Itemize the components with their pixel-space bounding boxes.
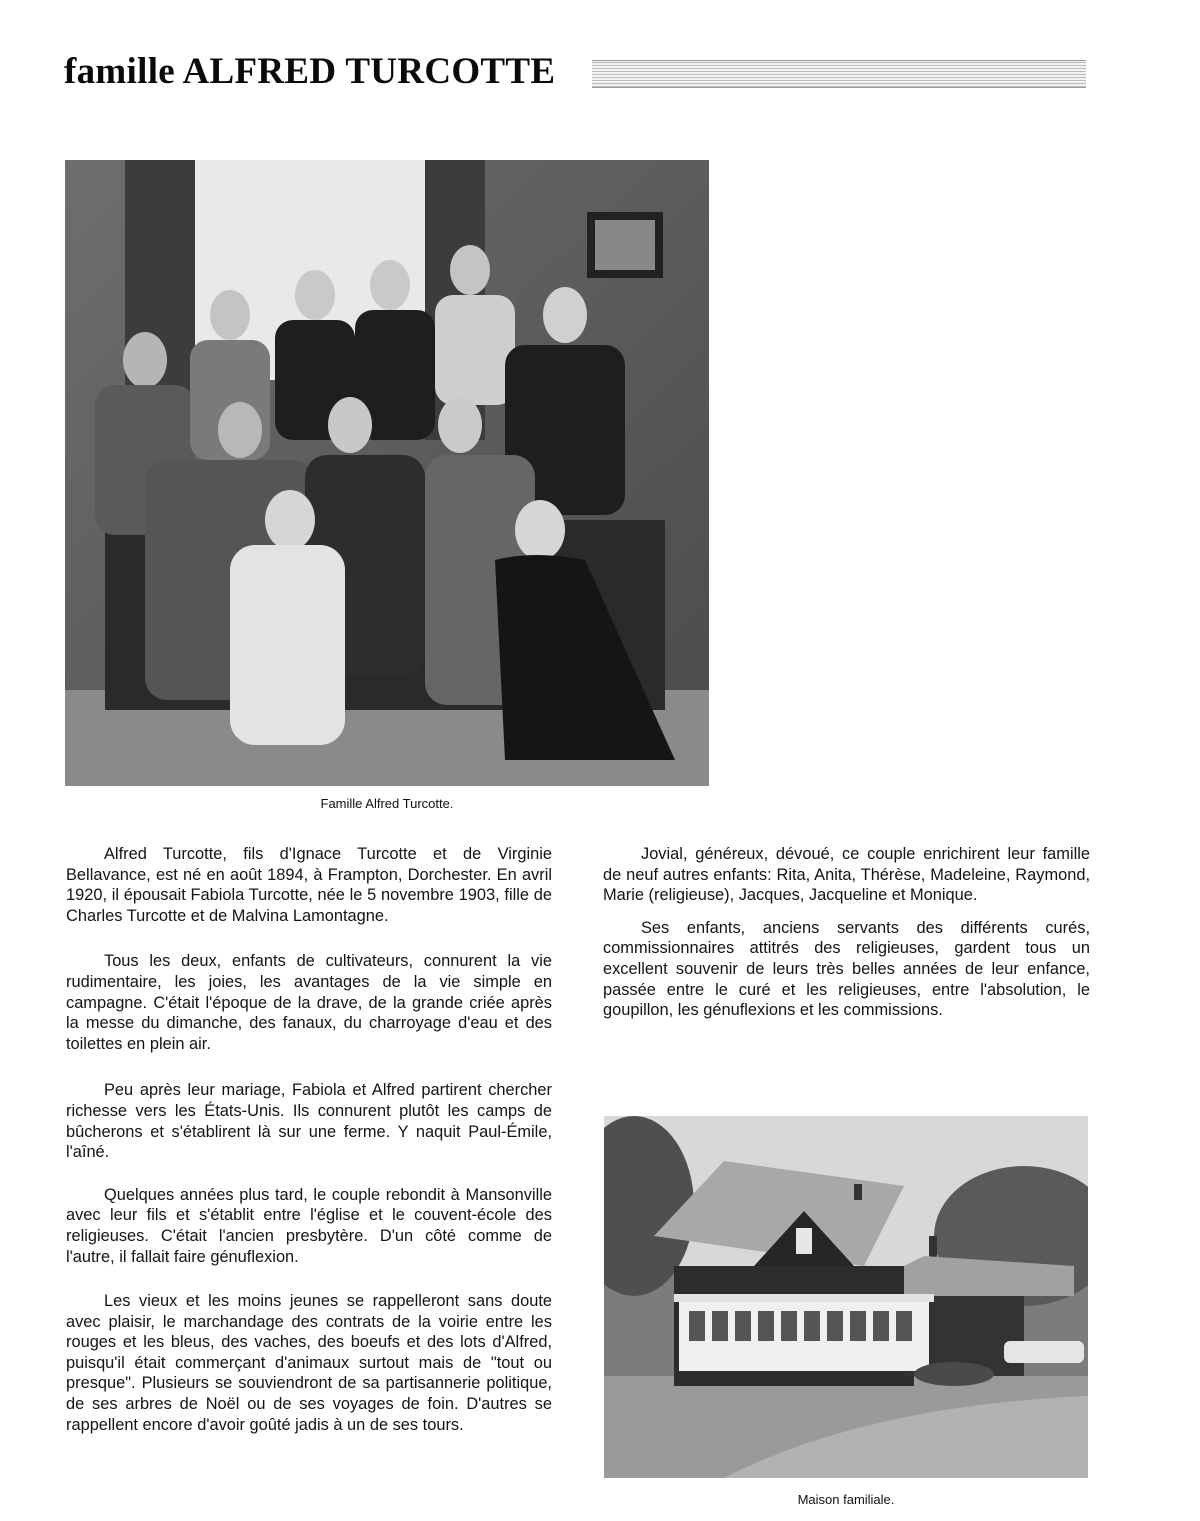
page-title: famille ALFRED TURCOTTE	[64, 51, 556, 92]
paragraph: Alfred Turcotte, fils d'Ignace Turcotte et de Virginie Bellavance, est né en août 1894, à Frampton, Dorchester. En avril 1920, il épousait Fabiola Turcotte, née le 5 novembre 1903, fille de Charles Turcotte et de Malvina Lamontagne.	[66, 845, 552, 925]
house-photo	[604, 1116, 1088, 1478]
house-photo-caption: Maison familiale.	[797, 1492, 895, 1507]
title-rule-decoration	[592, 60, 1086, 88]
paragraph: Tous les deux, enfants de cultivateurs, connurent la vie rudimentaire, les joies, les avantages de la vie simple en campagne. C'était l'époque de la drave, de la grande criée après la messe du dimanche, des fanaux, du charroyage d'eau et des toilettes en plein air.	[66, 952, 552, 1053]
paragraph: Ses enfants, anciens servants des différents curés, commissionnaires attitrés des religieuses, gardent tous un excellent souvenir de leurs très belles années de leur enfance, passée entre le curé et les religieuses, entre l'absolution, le goupillon, les génuflexions et les commissions.	[603, 918, 1090, 1020]
family-photo-caption: Famille Alfred Turcotte.	[320, 796, 454, 811]
paragraph: Quelques années plus tard, le couple rebondit à Mansonville avec leur fils et s'établit entre l'église et le couvent-école des religieuses. C'était l'ancien presbytère. D'un côté comme de l'autre, il fallait faire génuflexion.	[66, 1185, 552, 1266]
paragraph: Jovial, généreux, dévoué, ce couple enrichirent leur famille de neuf autres enfants: Rita, Anita, Thérèse, Madeleine, Raymond, Marie (religieuse), Jacques, Jacqueline et Monique.	[603, 845, 1090, 905]
paragraph: Peu après leur mariage, Fabiola et Alfred partirent chercher richesse vers les États-Unis. Ils connurent plutôt les camps de bûcherons et s'établirent là sur une ferme. Y naquit Paul-Émile, l'aîné.	[66, 1081, 552, 1162]
left-text-column	[66, 844, 552, 1454]
paragraph: Les vieux et les moins jeunes se rappelleront sans doute avec plaisir, le marchandage des contrats de la voirie entre les rouges et les bleus, des vaches, des boeufs et des lots d'Alfred, puisqu'il était commerçant d'animaux surtout mais de "tout ou presque". Plusieurs se souviendront de sa partisannerie politique, de ses arbres de Noël ou de ses voyages de foin. D'autres se rappellent encore d'avoir goûté jadis à un de ses tours.	[66, 1292, 552, 1434]
right-text-column	[603, 844, 1090, 1040]
family-photo	[65, 160, 709, 786]
